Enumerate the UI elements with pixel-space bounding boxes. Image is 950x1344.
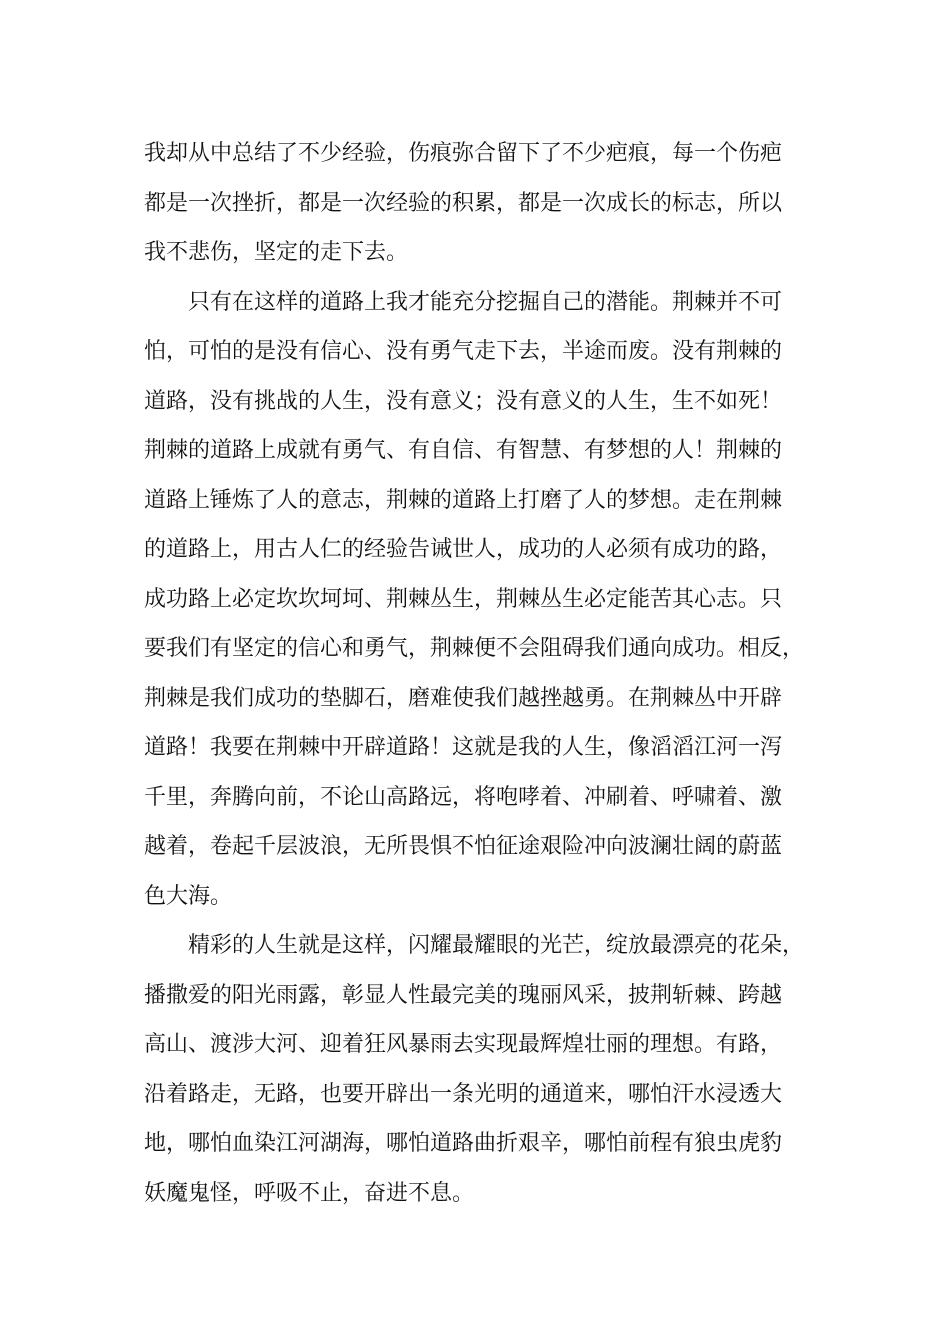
text-line: 怕，可怕的是没有信心、没有勇气走下去，半途而废。没有荆棘的 bbox=[144, 339, 783, 364]
text-line: 的道路上，用古人仁的经验告诫世人，成功的人必须有成功的路， bbox=[144, 537, 783, 562]
text-line: 播撒爱的阳光雨露，彰显人性最完美的瑰丽风采，披荆斩棘、跨越 bbox=[144, 982, 783, 1008]
paragraph-3 bbox=[144, 921, 824, 1218]
text-line: 我不悲伤，坚定的走下去。 bbox=[144, 240, 409, 265]
text-line: 高山、渡涉大河、迎着狂风暴雨去实现最辉煌壮丽的理想。有路， bbox=[144, 1032, 783, 1057]
text-line: 越着，卷起千层波浪，无所畏惧不怕征途艰险冲向波澜壮阔的蔚蓝 bbox=[144, 834, 783, 859]
text-line: 道路，没有挑战的人生，没有意义；没有意义的人生，生不如死！ bbox=[144, 388, 783, 414]
text-line: 沿着路走，无路，也要开辟出一条光明的通道来，哪怕汗水浸透大 bbox=[144, 1081, 783, 1107]
text-line: 道路！我要在荆棘中开辟道路！这就是我的人生，像滔滔江河一泻 bbox=[144, 735, 783, 760]
paragraph-2 bbox=[144, 278, 824, 922]
paragraph-1 bbox=[144, 129, 824, 278]
text-line: 成功路上必定坎坎坷坷、荆棘丛生，荆棘丛生必定能苦其心志。只 bbox=[144, 586, 783, 612]
text-line: 荆棘是我们成功的垫脚石，磨难使我们越挫越勇。在荆棘丛中开辟 bbox=[144, 685, 783, 711]
text-line: 荆棘的道路上成就有勇气、有自信、有智慧、有梦想的人！荆棘的 bbox=[144, 438, 783, 463]
text-line: 道路上锤炼了人的意志，荆棘的道路上打磨了人的梦想。走在荆棘 bbox=[144, 487, 783, 513]
text-line: 都是一次挫折，都是一次经验的积累，都是一次成长的标志，所以 bbox=[144, 190, 783, 216]
text-line: 我却从中总结了不少经验，伤痕弥合留下了不少疤痕，每一个伤疤 bbox=[144, 141, 783, 166]
document-body bbox=[144, 129, 824, 1218]
text-line: 精彩的人生就是这样，闪耀最耀眼的光芒，绽放最漂亮的花朵， bbox=[144, 933, 805, 958]
text-line: 千里，奔腾向前，不论山高路远，将咆哮着、冲刷着、呼啸着、激 bbox=[144, 784, 783, 810]
text-line: 妖魔鬼怪，呼吸不止，奋进不息。 bbox=[144, 1180, 475, 1206]
text-line: 色大海。 bbox=[144, 883, 233, 909]
text-line: 只有在这样的道路上我才能充分挖掘自己的潜能。荆棘并不可 bbox=[144, 289, 783, 315]
text-line: 地，哪怕血染江河湖海，哪怕道路曲折艰辛，哪怕前程有狼虫虎豹 bbox=[144, 1131, 783, 1156]
text-line: 要我们有坚定的信心和勇气，荆棘便不会阻碍我们通向成功。相反， bbox=[144, 636, 805, 661]
